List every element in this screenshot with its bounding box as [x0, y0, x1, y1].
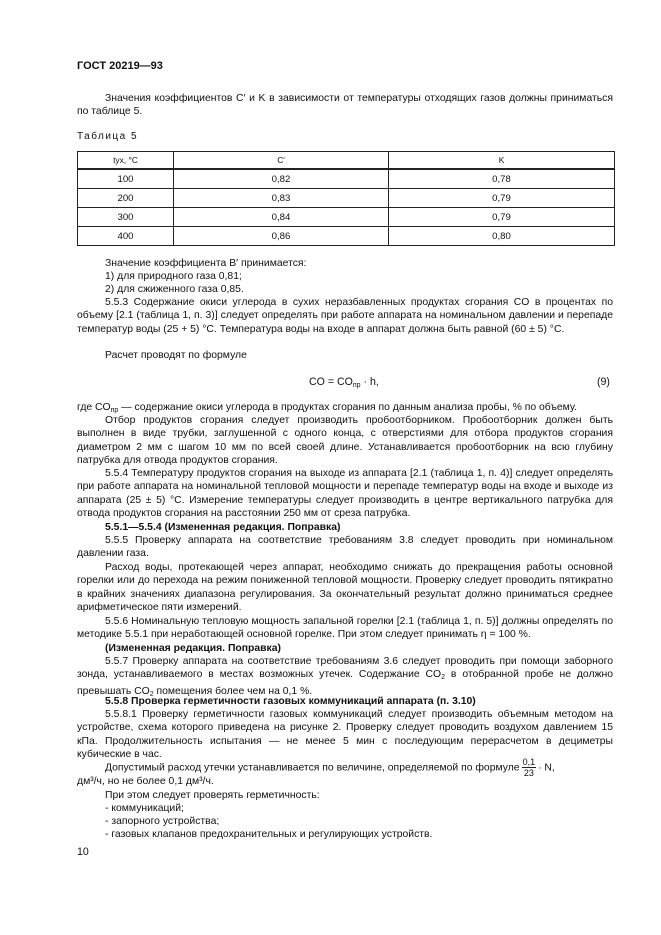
cell-c: 0,86 — [174, 227, 389, 246]
p557-sub-2: 2 — [149, 690, 154, 698]
table-row — [78, 227, 615, 246]
where-pre: где CO — [77, 402, 111, 413]
where-sub: пр — [110, 407, 119, 414]
formula-rhs: · h, — [360, 376, 379, 388]
paragraph-5-5-5: 5.5.5 Проверку аппарата на соответствие требованиям 3.8 следует проводить при номинальном давлении газа. — [77, 535, 613, 560]
table-header-row — [78, 152, 615, 170]
check-item: - запорного устройства; — [105, 816, 220, 827]
paragraph-water-flow: Расход воды, протекающей через аппарат, необходимо снижать до прекращения работы основной горелки или до перехода на режим пониженной тепловой мощности. Проверку следует проводить пятикратно в крайних значениях диапазона регулирования. За окончательный результат должно приниматься среднее арифметическое пяти измерений. — [77, 562, 613, 614]
where-post: — содержание окиси углерода в продуктах сгорания по данным анализа пробы, % по объему. — [118, 402, 577, 413]
b-coeff-title: Значение коэффициента B′ принимается: — [105, 258, 307, 269]
leak-pre: Допустимый расход утечки устанавливается по величине, определяемой по формуле — [105, 762, 520, 774]
cell-c: 0,84 — [174, 208, 389, 227]
header-temperature: tух, °C — [78, 152, 174, 170]
cell-temp: 300 — [78, 208, 174, 227]
check-intro: При этом следует проверять герметичность: — [105, 790, 320, 801]
formula-9 — [309, 376, 379, 389]
table-row — [78, 208, 615, 227]
header-c-prime: C′ — [174, 152, 389, 170]
table-5 — [77, 151, 615, 246]
revision-note-2: (Измененная редакция. Поправка) — [105, 643, 281, 654]
leak-fraction-numerator: 0,1 — [522, 757, 536, 767]
paragraph-5-5-3: 5.5.3 Содержание окиси углерода в сухих неразбавленных продуктах сгорания CO в процентах по объему [2.1 (таблица 1, п. 3)] следует определять при работе аппарата на номинальном давлении и перепаде температур воды (25 + 5) °C. Температура воды на входе в аппарат должна быть равной (60 ± 5) °C. — [77, 297, 613, 335]
cell-c: 0,82 — [174, 169, 389, 189]
header-k: K — [389, 152, 615, 170]
paragraph-sampling: Отбор продуктов сгорания следует производить пробоотборником. Пробоотборник должен быть выполнен в виде трубки, заглушенной с одного конца, с отверстиями для отбора продуктов сгорания диаметром 2 мм с шагом 10 мм по всей своей длине. Устанавливается пробоотборник на всю глубину патрубка для отвода продуктов сгорания. — [77, 415, 613, 467]
check-item: - коммуникаций; — [105, 803, 184, 814]
intro-paragraph: Значения коэффициентов C′ и K в зависимости от температуры отходящих газов должны приниматься по таблице 5. — [77, 93, 613, 118]
p557-part-a: 5.5.7 Проверку аппарата на соответствие требованиям 3.6 следует проводить при помощи заборного зонда, устанавливаемого в местах возможных утечек. Содержание CO — [77, 656, 613, 681]
leak-post: · N, — [538, 762, 555, 774]
check-item: - газовых клапанов предохранительных и регулирующих устройств. — [105, 829, 433, 840]
leak-fraction — [522, 757, 537, 778]
formula-number: (9) — [597, 376, 610, 388]
table-caption: Таблица 5 — [77, 131, 139, 142]
paragraph-5-5-4: 5.5.4 Температуру продуктов сгорания на выходе из аппарата [2.1 (таблица 1, п. 4)] следует определять при работе аппарата на номинальной тепловой мощности и перепаде температур воды на входе и выходе из аппарата (25 ± 5) °C. Измерение температуры следует производить в центре вертикального патрубка для отвода продуктов сгорания на расстоянии 250 мм от среза патрубка. — [77, 468, 613, 520]
p557-part-c: помещения более чем на 0,1 %. — [153, 685, 313, 697]
cell-k: 0,79 — [389, 189, 615, 208]
leak-fraction-denominator: 23 — [523, 768, 534, 778]
table-row — [78, 169, 615, 189]
heading-5-5-8: 5.5.8 Проверка герметичности газовых коммуникаций аппарата (п. 3.10) — [105, 696, 476, 707]
cell-k: 0,79 — [389, 208, 615, 227]
cell-k: 0,80 — [389, 227, 615, 246]
paragraph-5-5-6: 5.5.6 Номинальную тепловую мощность запальной горелки [2.1 (таблица 1, п. 5)] должны определять по методике 5.5.1 при неработающей основной горелке. При этом следует принимать η = 100 %. — [77, 616, 613, 641]
calc-intro: Расчет проводят по формуле — [105, 350, 247, 361]
cell-temp: 100 — [78, 169, 174, 189]
document-code: ГОСТ 20219—93 — [77, 60, 163, 72]
p557-sub-1: 2 — [441, 674, 446, 682]
cell-c: 0,83 — [174, 189, 389, 208]
b-coeff-item-1: 1) для природного газа 0,81; — [105, 271, 242, 282]
b-coeff-item-2: 2) для сжиженного газа 0,85. — [105, 284, 244, 295]
cell-temp: 400 — [78, 227, 174, 246]
leak-line-2: дм³/ч, но не более 0,1 дм³/ч. — [77, 776, 214, 787]
formula-sub: пр — [352, 382, 361, 389]
page-number: 10 — [77, 846, 89, 858]
table-row — [78, 189, 615, 208]
formula-lhs: CO = CO — [309, 376, 353, 388]
paragraph-5-5-8-1: 5.5.8.1 Проверку герметичности газовых коммуникаций следует производить объемным методом на устройстве, схема которого приведена на рисунке 2. Проверку следует проводить воздухом давлением 15 кПа. Продолжительность испытания — не менее 5 мин с последующим перерасчетом в дециметры кубические в час. — [77, 709, 613, 761]
cell-temp: 200 — [78, 189, 174, 208]
p557-part-b: в отобранной пробе не должно превышать CO — [77, 669, 613, 697]
revision-note-1: 5.5.1—5.5.4 (Измененная редакция. Поправка) — [105, 522, 341, 533]
cell-k: 0,78 — [389, 169, 615, 189]
